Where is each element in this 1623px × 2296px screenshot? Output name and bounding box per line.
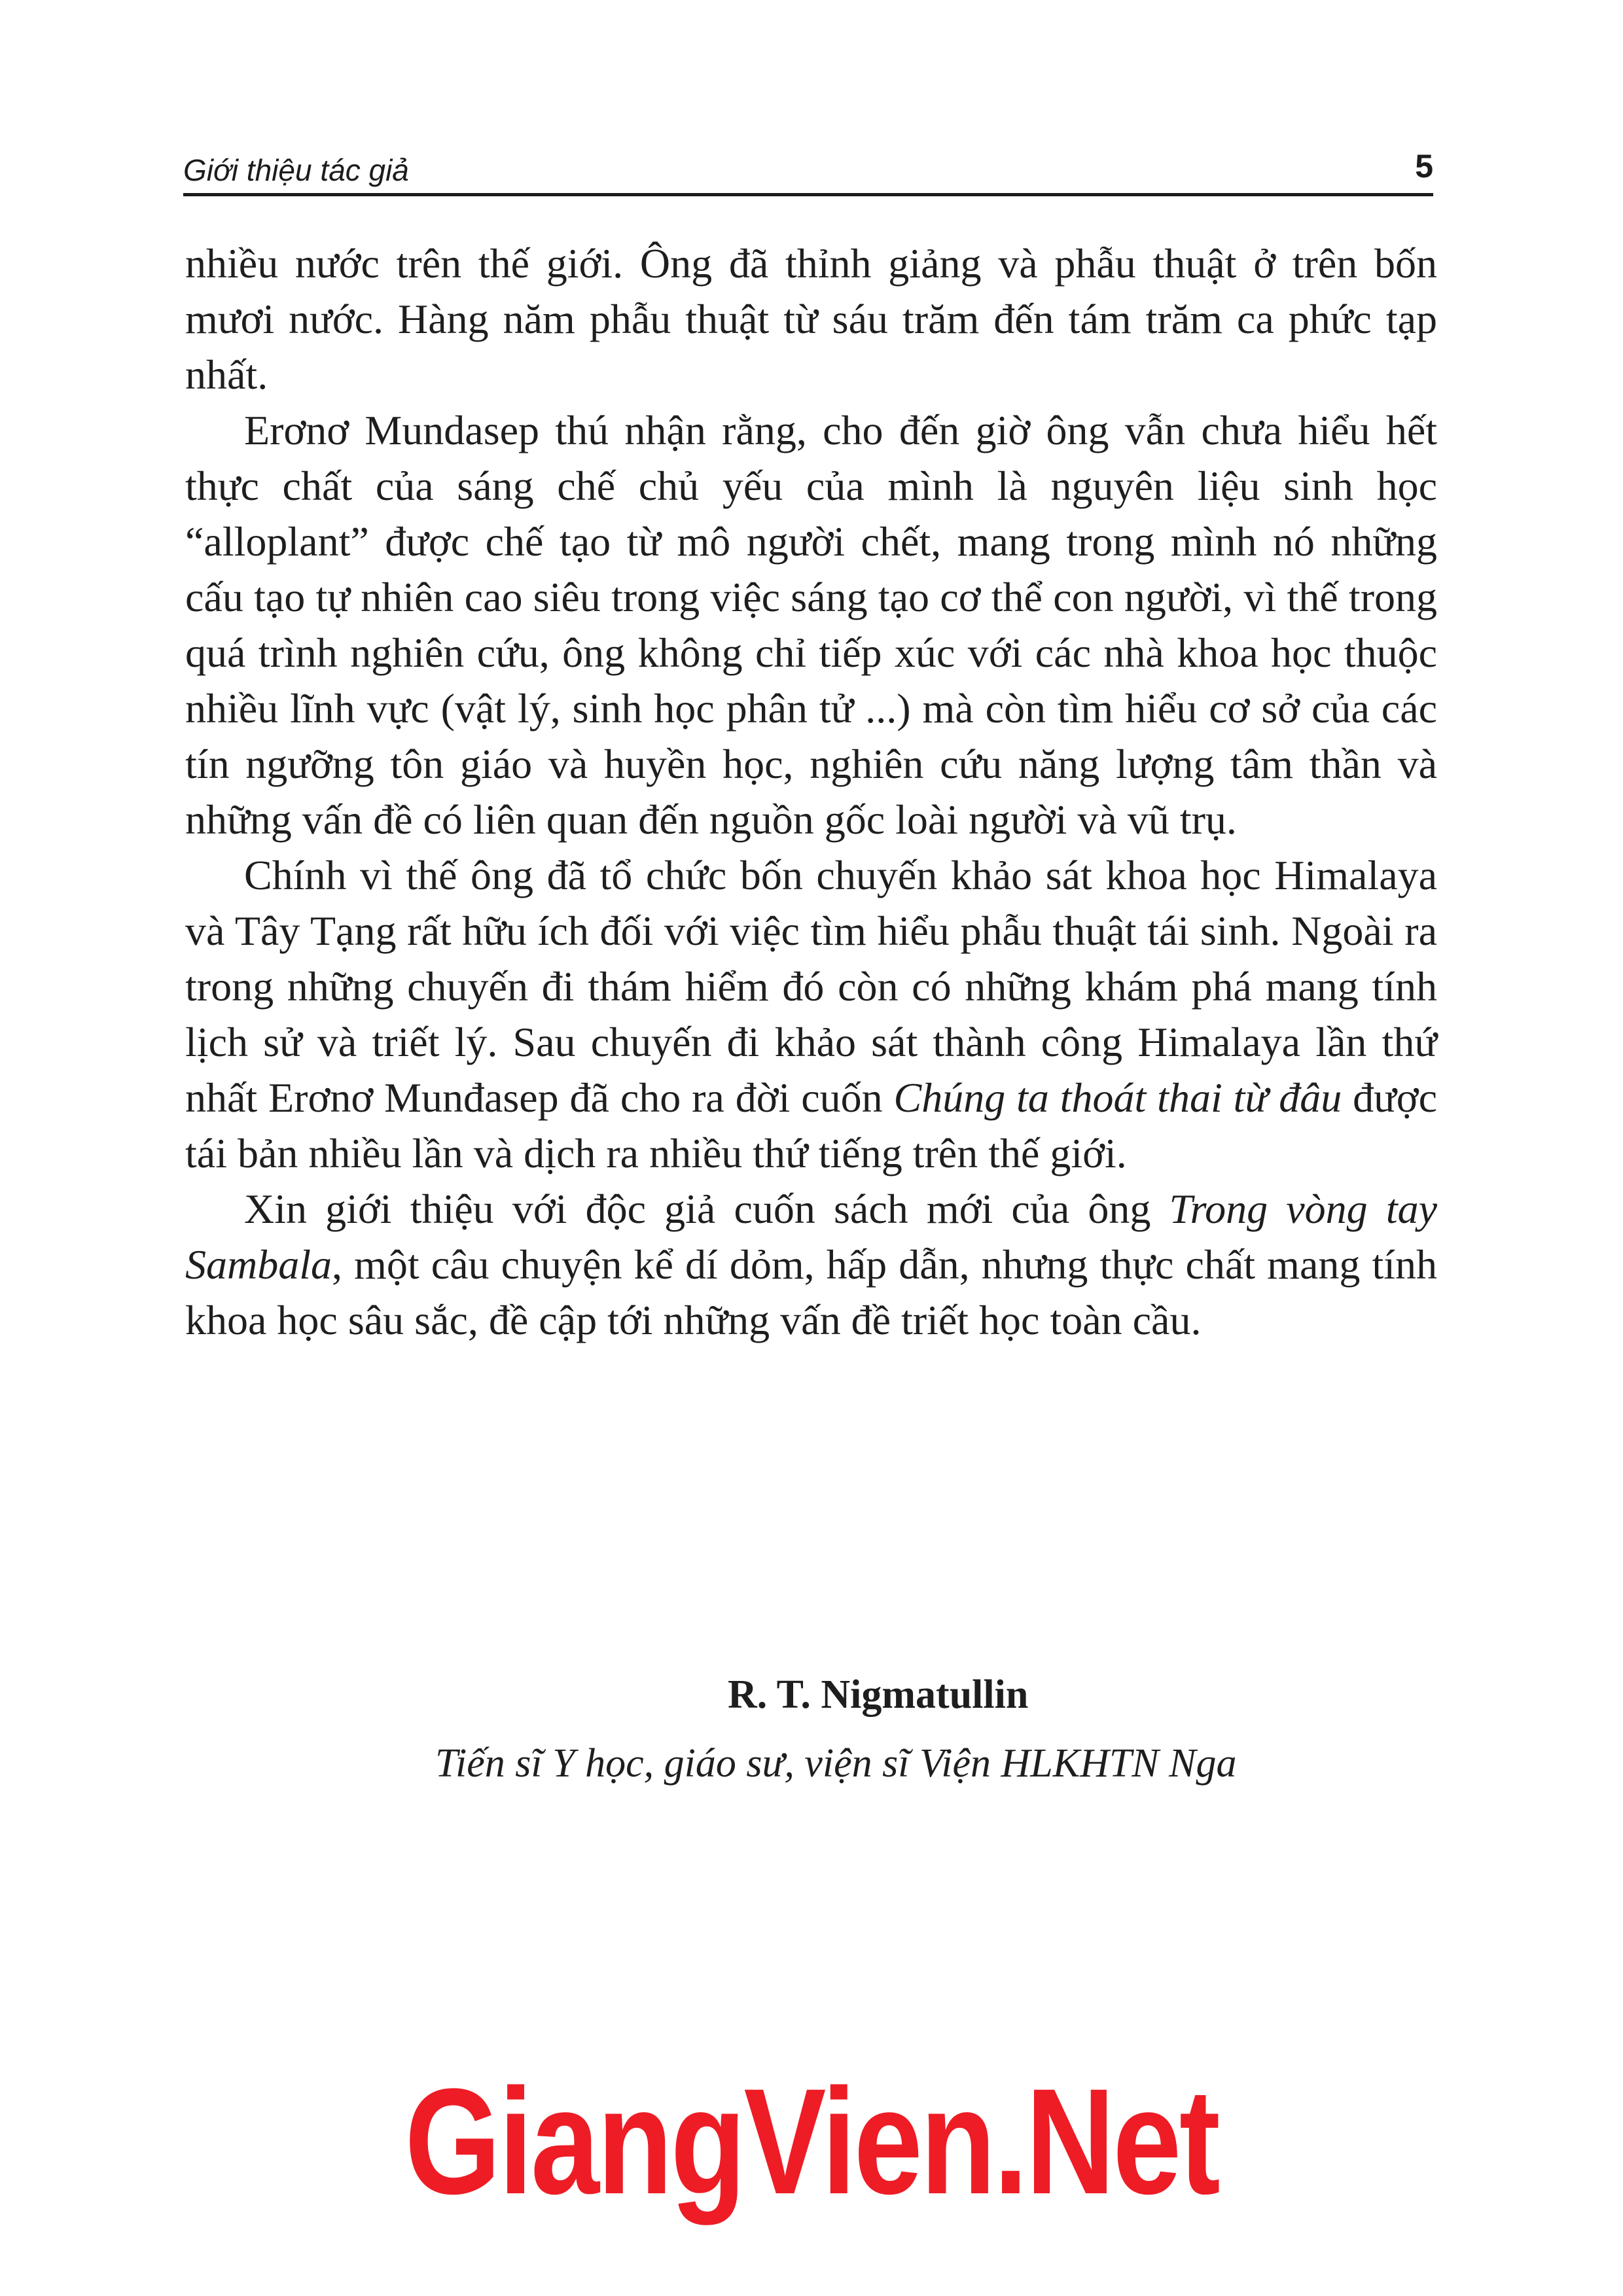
paragraph-2: Erơnơ Mundasep thú nhận rằng, cho đến giờ ông vẫn chưa hiểu hết thực chất của sáng chế chủ yếu của mình là nguyên liệu sinh học “alloplant” được chế tạo từ mô người chết, mang trong mình nó những cấu tạo tự nhiên cao siêu trong việc sáng tạo cơ thể con người, vì thế trong quá trình nghiên cứu, ông không chỉ tiếp xúc với các nhà khoa học thuộc nhiều lĩnh vực (vật lý, sinh học phân tử ...) mà còn tìm hiểu cơ sở của các tín ngưỡng tôn giáo và huyền học, nghiên cứu năng lượng tâm thần và những vấn đề có liên quan đến nguồn gốc loài người và vũ trụ. [185,407,1437,843]
running-title: Giới thiệu tác giả [183,153,409,187]
paragraph-3-text-end: được tái bản nhiều lần và dịch ra nhiều thứ tiếng trên thế giới. [185,1074,1438,1176]
watermark-text: GiangVien.Net [404,2057,1219,2225]
book-title-trong-vong-tay-sambala: Trong vòng tay Sambala [185,1186,1438,1288]
paragraph-4 [185,1181,1437,1348]
paragraph-1: nhiều nước trên thế giới. Ông đã thỉnh giảng và phẫu thuật ở trên bốn mươi nước. Hàng năm phẫu thuật từ sáu trăm đến tám trăm ca phức tạp nhất. [185,240,1437,398]
signature-name: R. T. Nigmatullin [728,1672,1029,1717]
book-title-chung-ta-thoat-thai: Chúng ta thoát thai từ đâu [893,1074,1342,1121]
paragraph-3-text-start: Chính vì thế ông đã tổ chức bốn chuyến khảo sát khoa học Himalaya và Tây Tạng rất hữu ích đối với việc tìm hiểu phẫu thuật tái sinh. Ngoài ra trong những chuyến đi thám hiểm đó còn có những khám phá mang tính lịch sử và triết lý. Sau chuyến đi khảo sát thành công Himalaya lần thứ nhất Erơnơ Munđasep đã cho ra đời cuốn [185,852,1437,1121]
page-number: 5 [1415,148,1433,185]
signature-title: Tiến sĩ Y học, giáo sư, viện sĩ Viện HLKHTN Nga [435,1741,1237,1786]
body-text [185,236,1437,1348]
paragraph-4-text-end: , một câu chuyện kể dí dỏm, hấp dẫn, nhưng thực chất mang tính khoa học sâu sắc, đề cập tới những vấn đề triết học toàn cầu. [185,1241,1437,1343]
running-header [183,134,1433,196]
paragraph-3 [185,847,1437,1181]
paragraph-4-text-start: Xin giới thiệu với độc giả cuốn sách mới của ông [244,1186,1169,1232]
